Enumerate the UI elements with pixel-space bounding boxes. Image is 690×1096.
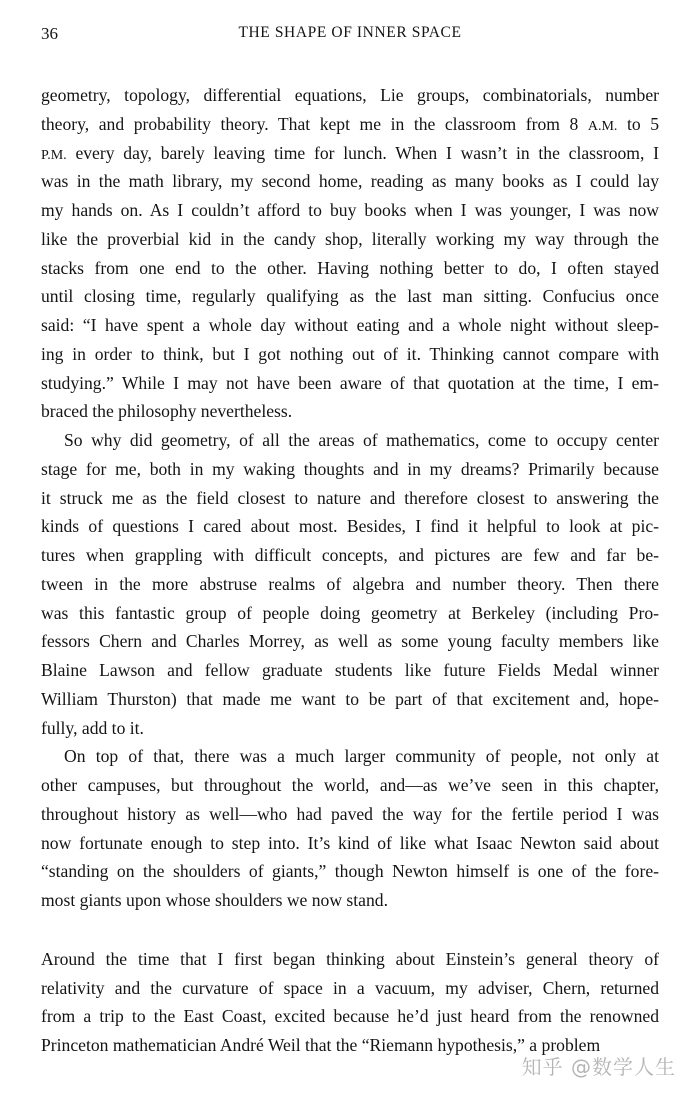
text-line: throughout history as well—who had paved the way for the fertile period I was xyxy=(41,803,659,824)
text-line: kinds of questions I cared about most. Besides, I find it helpful to look at pic- xyxy=(41,516,659,537)
text-line: was in the math library, my second home, reading as many books as I could lay xyxy=(41,171,659,192)
text-line: fessors Chern and Charles Morrey, as well as some young faculty members like xyxy=(41,631,659,652)
text-line: now fortunate enough to step into. It’s kind of like what Isaac Newton said about xyxy=(41,832,659,853)
text-line: studying.” While I may not have been aware of that quotation at the time, I em- xyxy=(41,372,659,393)
paragraph-2 xyxy=(41,426,659,742)
page-number: 36 xyxy=(41,24,58,43)
paragraph-4 xyxy=(41,945,659,1060)
text-line: So why did geometry, of all the areas of mathematics, come to occupy center xyxy=(64,430,659,450)
running-head: THE SHAPE OF INNER SPACE xyxy=(238,24,462,41)
text-line: most giants upon whose shoulders we now stand. xyxy=(41,890,388,910)
page-header xyxy=(41,24,659,50)
text-line: ing in order to think, but I got nothing out of it. Thinking cannot compare with xyxy=(41,343,659,364)
text-line: until closing time, regularly qualifying as the last man sitting. Confucius once xyxy=(41,286,659,307)
text-line: tween in the more abstruse realms of algebra and number theory. Then there xyxy=(41,573,659,594)
text-line: other campuses, but throughout the world, and—as we’ve seen in this chapter, xyxy=(41,775,659,795)
text-line: it struck me as the field closest to nature and therefore closest to answering the xyxy=(41,487,659,508)
paragraph-3 xyxy=(41,742,659,915)
text-line: Blaine Lawson and fellow graduate students like future Fields Medal winner xyxy=(41,660,659,680)
text-line: my hands on. As I couldn’t afford to buy books when I was younger, I was now xyxy=(41,200,659,220)
text-line: geometry, topology, differential equations, Lie groups, combinatorials, number xyxy=(41,85,659,105)
text-line: stage for me, both in my waking thoughts and in my dreams? Primarily because xyxy=(41,458,659,479)
text-line: On top of that, there was a much larger community of people, not only at xyxy=(64,746,659,767)
text-line: said: “I have spent a whole day without eating and a whole night without sleep- xyxy=(41,315,659,335)
text-line: Around the time that I first began thinking about Einstein’s general theory of xyxy=(41,948,659,969)
text-line: Princeton mathematician André Weil that the “Riemann hypothesis,” a problem xyxy=(41,1035,601,1055)
paragraph-1 xyxy=(41,81,659,426)
text-line: “standing on the shoulders of giants,” though Newton himself is one of the fore- xyxy=(41,861,659,882)
text-line: William Thurston) that made me want to be part of that excitement and, hope- xyxy=(41,688,659,709)
text-line: was this fantastic group of people doing geometry at Berkeley (including Pro- xyxy=(41,602,659,623)
text-line: P.M. every day, barely leaving time for lunch. When I wasn’t in the classroom, I xyxy=(41,142,659,163)
text-line: from a trip to the East Coast, excited because he’d just heard from the renowned xyxy=(41,1006,659,1027)
section-break xyxy=(41,915,659,945)
text-line: fully, add to it. xyxy=(41,717,144,738)
text-line: braced the philosophy nevertheless. xyxy=(41,401,293,422)
text-line: theory, and probability theory. That kept me in the classroom from 8 A.M. to 5 xyxy=(41,113,660,134)
text-line: like the proverbial kid in the candy shop, literally working my way through the xyxy=(41,228,659,249)
text-line: stacks from one end to the other. Having nothing better to do, I often stayed xyxy=(41,257,659,278)
body-text xyxy=(41,81,659,1060)
text-line: relativity and the curvature of space in a vacuum, my adviser, Chern, returned xyxy=(41,977,659,998)
watermark: 知乎 @数学人生 xyxy=(521,1055,676,1079)
text-line: tures when grappling with difficult concepts, and pictures are few and far be- xyxy=(41,545,659,565)
